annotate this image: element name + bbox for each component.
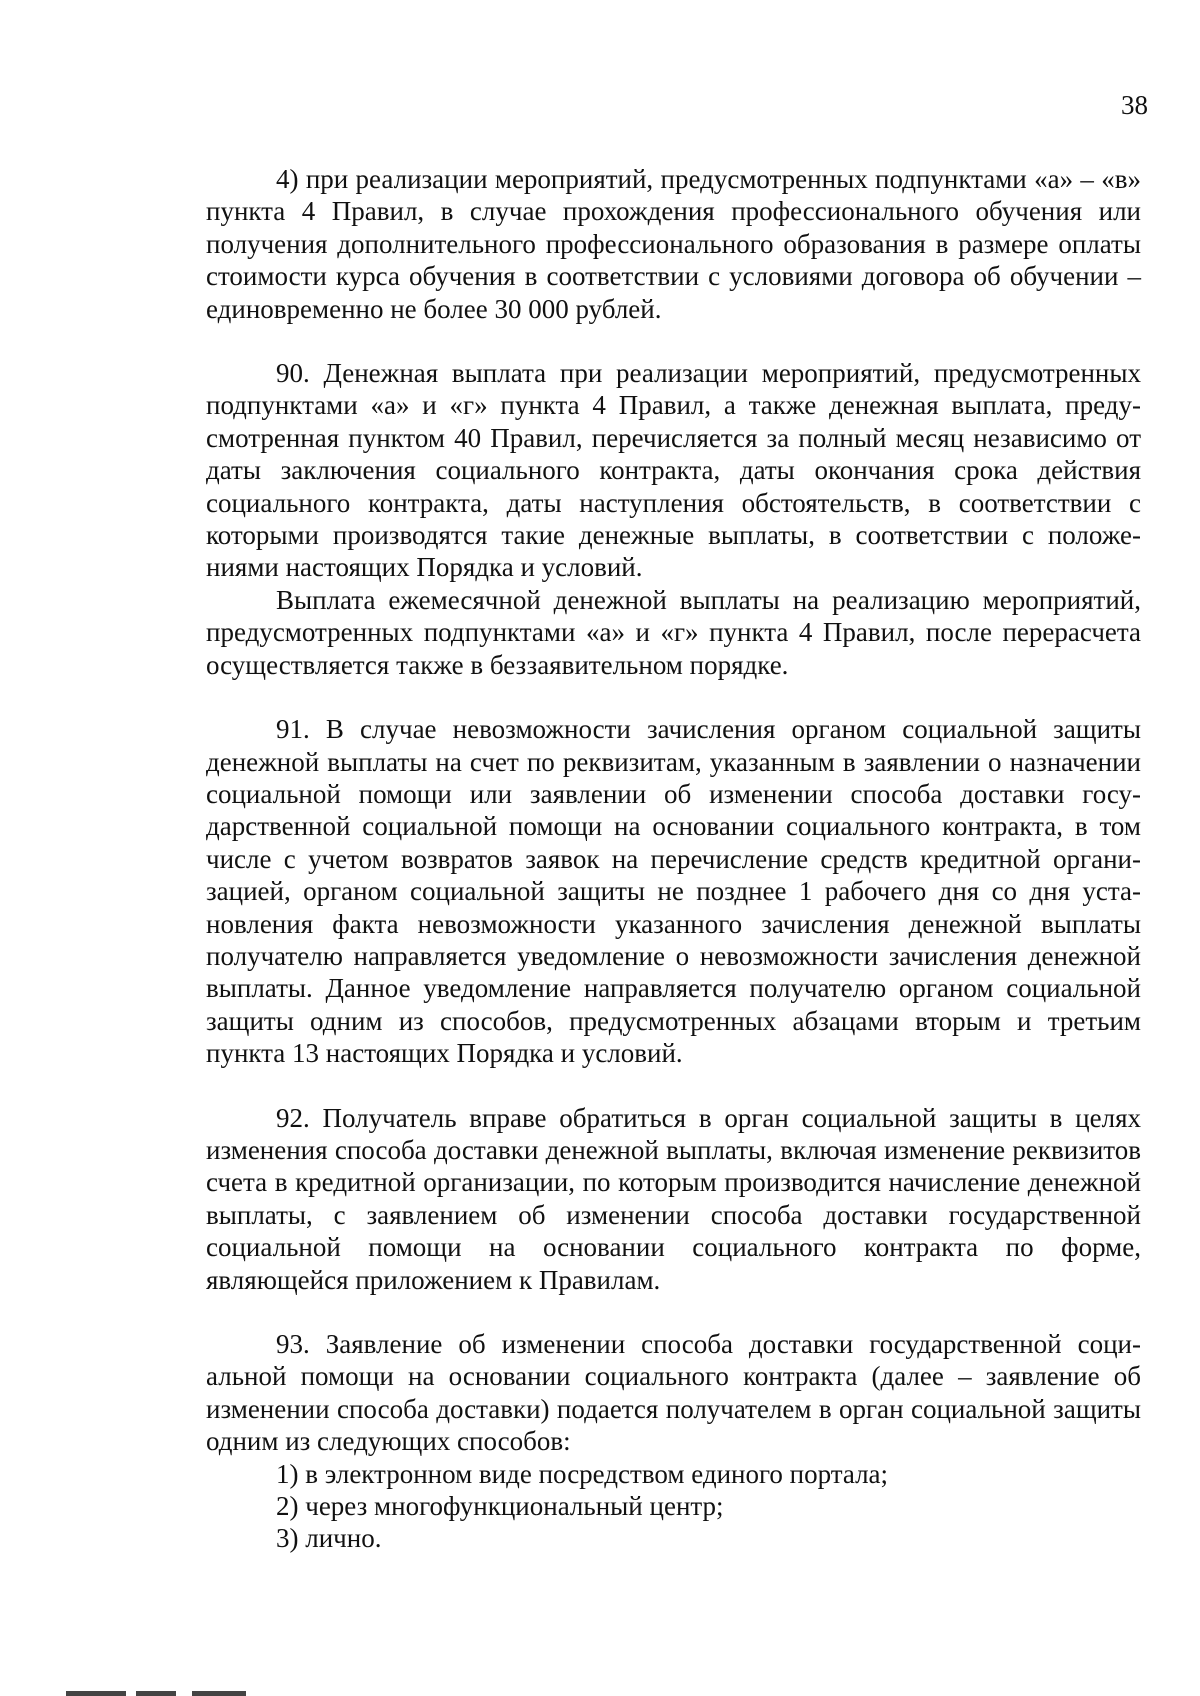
- paragraph-91: 91. В случае невозможности зачисления органом социальной защиты денежной выплаты на счет по реквизитам, указанным в заявлении о назначении социальной помощи или заявлении об изменении способа доставки государственной социальной помощи на основании социального контракта, в том числе с учетом возвратов заявок на перечисление средств кредитной организацией, органом социальной защиты не позднее 1 рабочего дня со дня установления факта невозможности указанного зачисления денежной выплаты получателю направляется уведомление о невозможности зачисления денежной выплаты. Данное уведомление направляется получателю органом социальной защиты одним из способов, предусмотренных абзацами вторым и третьим пункта 13 настоящих Порядка и условий.: [206, 714, 1141, 1069]
- scan-edge-mark: [192, 1691, 246, 1696]
- paragraph-item-4: 4) при реализации мероприятий, предусмотренных подпунктами «а» – «в» пункта 4 Правил, в случае прохождения профессионального обучения или получения дополнительного профессионального образования в размере оплаты стоимости курса обучения в соответствии с условиями договора об обучении – единовременно не более 30 000 рублей.: [206, 164, 1141, 324]
- list-item-3: 3) лично.: [276, 1523, 382, 1554]
- paragraph-90-continuation: Выплата ежемесячной денежной выплаты на реализацию мероприятий, предусмотренных подпунктами «а» и «г» пункта 4 Правил, после перерасчета осуществляется также в беззаявительном порядке.: [206, 584, 1141, 680]
- scan-edge-mark: [136, 1691, 176, 1696]
- list-item-1: 1) в электронном виде посредством единого портала;: [276, 1458, 889, 1489]
- paragraph-90: 90. Денежная выплата при реализации мероприятий, предусмотренных подпунктами «а» и «г» пункта 4 Правил, а также денежная выплата, предусмотренная пунктом 40 Правил, перечисляется за полный месяц независимо от даты заключения социального контракта, даты окончания срока действия социального контракта, даты наступления обстоятельств, в соответствии с которыми производятся такие денежные выплаты, в соответствии с положениями настоящих Порядка и условий.: [206, 358, 1141, 583]
- scan-edge-mark: [66, 1691, 126, 1696]
- paragraph-92: 92. Получатель вправе обратиться в орган социальной защиты в целях изменения способа доставки денежной выплаты, включая изменение реквизитов счета в кредитной организации, по которым производится начисление денежной выплаты, с заявлением об изменении способа доставки государственной социальной помощи на основании социального контракта по форме, являющейся приложением к Правилам.: [206, 1102, 1141, 1295]
- list-item-2: 2) через многофункциональный центр;: [276, 1491, 724, 1522]
- paragraph-93: 93. Заявление об изменении способа доставки государственной социальной помощи на основании социального контракта (далее – заявление об изменении способа доставки) подается получателем в орган социальной защиты одним из следующих способов:: [206, 1329, 1141, 1457]
- document-body: [206, 163, 1141, 1555]
- page-number: 38: [1121, 90, 1148, 120]
